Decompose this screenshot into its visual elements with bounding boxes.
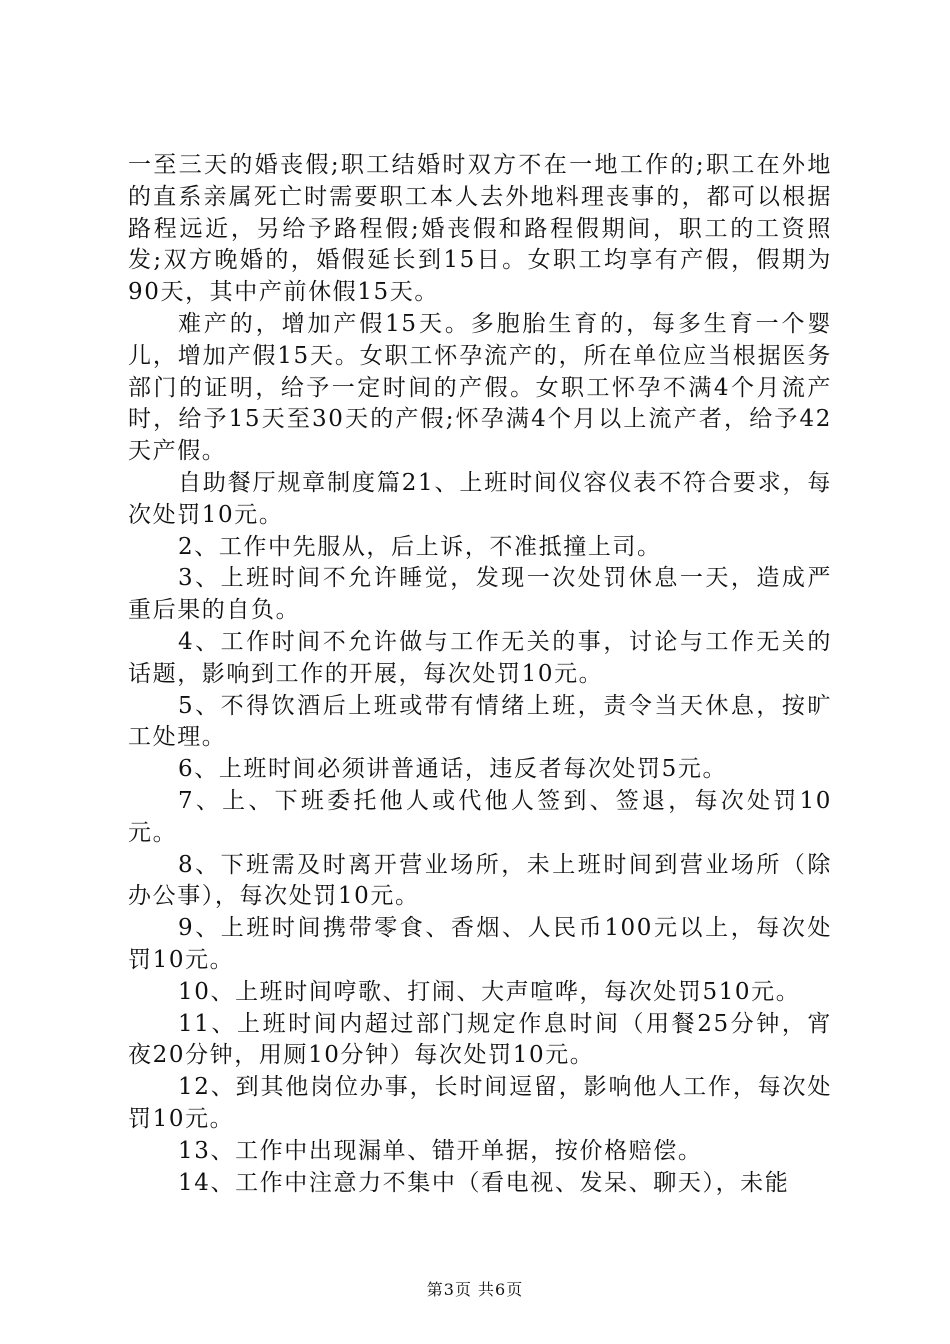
paragraph-rule-11: 11、上班时间内超过部门规定作息时间（用餐25分钟，宵夜20分钟，用厕10分钟）每次处罚10元。 bbox=[128, 1010, 832, 1069]
page-number-footer: 第3页 共6页 bbox=[426, 1280, 524, 1299]
paragraph-rule-1: 自助餐厅规章制度篇21、上班时间仪容仪表不符合要求，每次处罚10元。 bbox=[128, 469, 832, 528]
paragraph-rule-8: 8、下班需及时离开营业场所，未上班时间到营业场所（除办公事），每次处罚10元。 bbox=[128, 851, 832, 910]
paragraph-rule-5: 5、不得饮酒后上班或带有情绪上班，责令当天休息，按旷工处理。 bbox=[128, 692, 832, 751]
paragraph-leave-rules: 一至三天的婚丧假;职工结婚时双方不在一地工作的;职工在外地的直系亲属死亡时需要职工本人去外地料理丧事的，都可以根据路程远近，另给予路程假;婚丧假和路程假期间，职工的工资照发;双方晚婚的，婚假延长到15日。女职工均享有产假，假期为90天，其中产前休假15天。 bbox=[128, 152, 832, 306]
paragraph-rule-9: 9、上班时间携带零食、香烟、人民币100元以上，每次处罚10元。 bbox=[128, 915, 832, 973]
paragraph-rule-4: 4、工作时间不允许做与工作无关的事，讨论与工作无关的话题，影响到工作的开展，每次处罚10元。 bbox=[128, 628, 832, 687]
paragraph-maternity-leave: 难产的，增加产假15天。多胞胎生育的，每多生育一个婴儿，增加产假15天。女职工怀孕流产的，所在单位应当根据医务部门的证明，给予一定时间的产假。女职工怀孕不满4个月流产时，给予15天至30天的产假;怀孕满4个月以上流产者，给予42天产假。 bbox=[128, 310, 832, 465]
paragraph-rule-12: 12、到其他岗位办事，长时间逗留，影响他人工作，每次处罚10元。 bbox=[128, 1074, 832, 1132]
paragraph-rule-7: 7、上、下班委托他人或代他人签到、签退，每次处罚10元。 bbox=[128, 787, 832, 846]
document-body bbox=[128, 150, 832, 1199]
paragraph-rule-2: 2、工作中先服从，后上诉，不准抵撞上司。 bbox=[178, 533, 662, 560]
paragraph-rule-6: 6、上班时间必须讲普通话，违反者每次处罚5元。 bbox=[178, 756, 728, 783]
paragraph-rule-14: 14、工作中注意力不集中（看电视、发呆、聊天），未能 bbox=[178, 1169, 790, 1196]
paragraph-rule-3: 3、上班时间不允许睡觉，发现一次处罚休息一天，造成严重后果的自负。 bbox=[128, 565, 832, 624]
paragraph-rule-10: 10、上班时间哼歌、打闹、大声喧哗，每次处罚510元。 bbox=[178, 978, 801, 1005]
paragraph-rule-13: 13、工作中出现漏单、错开单据，按价格赔偿。 bbox=[178, 1137, 703, 1164]
